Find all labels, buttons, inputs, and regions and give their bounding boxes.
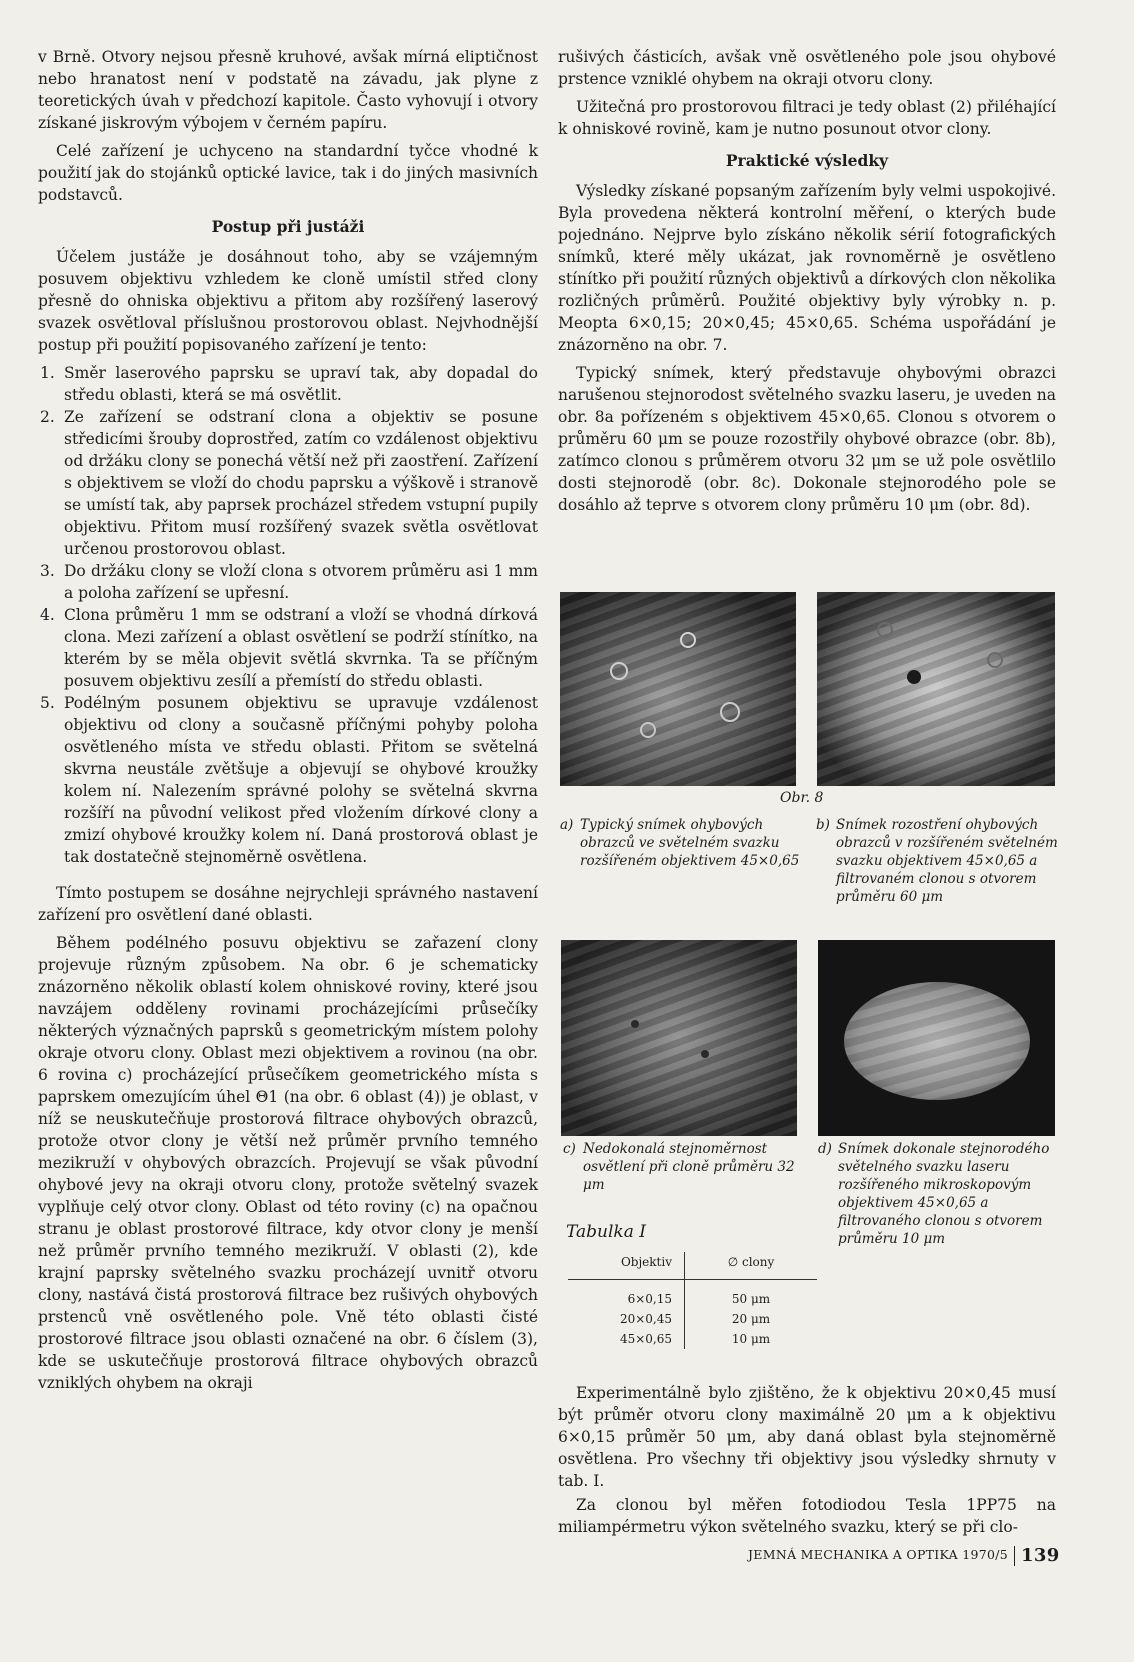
- diffraction-ring: [720, 702, 740, 722]
- figure-8a-photo: [560, 592, 796, 786]
- caption-text: Typický snímek ohybových obrazců ve světelném svazku rozšířeném objektivem 45×0,65: [580, 817, 800, 869]
- figure-caption: [816, 816, 1058, 906]
- diffraction-ring: [987, 652, 1003, 668]
- caption-label: a): [560, 817, 574, 833]
- journal-name: JEMNÁ MECHANIKA A OPTIKA 1970/5: [748, 1547, 1009, 1562]
- caption-text: Snímek rozostření ohybových obrazců v rozšířeném světelném svazku objektivem 45×0,65 a filtrovaném clonou s otvorem průměru 60 μm: [836, 817, 1058, 905]
- list-item: [38, 406, 538, 560]
- table-cell: 10 μm: [731, 1332, 771, 1346]
- figure-caption: [560, 816, 808, 870]
- paragraph: Za clonou byl měřen fotodiodou Tesla 1PP75 na miliampérmetru výkon světelného svazku, který se při clo-: [558, 1496, 1056, 1536]
- list-number: 3.: [40, 562, 55, 580]
- paragraph: Užitečná pro prostorovou filtraci je tedy oblast (2) přiléhající k ohniskové rovině, kam je nutno posunout otvor clony.: [558, 98, 1056, 138]
- table-cell: 20 μm: [731, 1312, 771, 1326]
- caption-label: b): [816, 817, 830, 833]
- table-header: ∅ clony: [685, 1252, 818, 1280]
- diffraction-ring: [680, 632, 696, 648]
- section-heading: Postup při justáži: [211, 217, 365, 236]
- right-column: [558, 46, 1056, 522]
- fringe-pattern: [561, 940, 797, 1136]
- table-cell: 6×0,15: [568, 1280, 685, 1310]
- table-header-row: [568, 1252, 817, 1280]
- list-text: Směr laserového paprsku se upraví tak, aby dopadal do středu oblasti, která se má osvětlit.: [64, 364, 538, 404]
- list-item: [38, 560, 538, 604]
- caption-label: c): [563, 1141, 576, 1157]
- data-table: [568, 1252, 817, 1349]
- caption-label: d): [818, 1141, 832, 1157]
- section-heading: Praktické výsledky: [725, 151, 889, 170]
- figure-caption: [563, 1140, 809, 1194]
- list-text: Ze zařízení se odstraní clona a objektiv se posune středicími šrouby doprostřed, zatím co vzdálenost objektivu od držáku clony se ponechá větší než při zaostření. Zařízení s objektivem se vloží do chodu paprsku a výškově i stranově se umístí tak, aby paprsek procházel středem vstupní pupily objektivu. Přitom musí rozšířený svazek světla osvětlovat určenou prostorovou oblast.: [64, 408, 538, 558]
- list-item: [38, 692, 538, 868]
- caption-text: Snímek dokonale stejnorodého světelného svazku laseru rozšířeného mikroskopovým objektivem 45×0,65 a filtrovaného clonou s otvorem průměru 10 μm: [838, 1141, 1050, 1247]
- table-cell: 50 μm: [731, 1292, 771, 1306]
- table-header: Objektiv: [568, 1252, 685, 1280]
- list-text: Do držáku clony se vloží clona s otvorem průměru asi 1 mm a poloha zařízení se upřesní.: [64, 562, 538, 602]
- figure-8d-photo: [818, 940, 1055, 1136]
- paragraph: Experimentálně bylo zjištěno, že k objektivu 20×0,45 musí být průměr otvoru clony maximálně 20 μm a k objektivu 6×0,15 průměr 50 μm, aby daná oblast byla stejnoměrně osvětlena. Pro všechny tři objektivy jsou výsledky shrnuty v tab. I.: [558, 1384, 1056, 1490]
- fringe-pattern: [560, 592, 796, 786]
- table-cell: 20×0,45: [568, 1309, 685, 1329]
- table-row: [568, 1329, 817, 1349]
- page-number: 139: [1021, 1545, 1060, 1566]
- dark-spot: [701, 1050, 709, 1058]
- page-footer: [748, 1545, 1060, 1566]
- fringe-pattern: [844, 982, 1030, 1100]
- paragraph: Během podélného posuvu objektivu se zařazení clony projevuje různým způsobem. Na obr. 6 je schematicky znázorněno několik oblastí kolem ohniskové roviny, které jsou navzájem odděleny rovinami procházejícími průsečíky některých význačných paprsků s geometrickým místem polohy okraje otvoru clony. Oblast mezi objektivem a rovinou (na obr. 6 rovina c) procházející průsečíkem geometrického místa s paprskem omezujícím úhel Θ1 (na obr. 6 oblast (4)) je oblast, v níž se neuskutečňuje prostorová filtrace ohybových obrazců, protože otvor clony je větší než průměr prvního temného mezikruží v ohybových obrazcích. Projevují se však původní ohybové jevy na okraji otvoru clony, protože světelný svazek vyplňuje celý otvor clony. Oblast od této roviny (c) na opačnou stranu je oblast prostorové filtrace, kdy otvor clony je menší než průměr prvního temného mezikruží. V oblasti (2), kde krajní paprsky světelného svazku procházejí uvnitř otvoru clony, nastává čistá prostorová filtrace bez rušivých ohybových prstenců vně osvětleného pole. Vně této oblasti čisté prostorové filtrace jsou oblasti označené na obr. 6 číslem (3), kde se uskutečňuje prostorová filtrace ohybových obrazců vzniklých ohybem na okraji: [38, 934, 538, 1392]
- figure-8b-photo: [817, 592, 1055, 786]
- paragraph: Účelem justáže je dosáhnout toho, aby se vzájemným posuvem objektivu vzhledem ke cloně umístil střed clony přesně do ohniska objektivu a přitom aby rozšířený laserový svazek osvětloval příslušnou prostorovou oblast. Nejvhodnější postup při použití popisovaného zařízení je tento:: [38, 248, 538, 354]
- figure-caption: [818, 1140, 1058, 1248]
- list-item: [38, 604, 538, 692]
- diffraction-ring: [640, 722, 656, 738]
- list-number: 4.: [40, 606, 55, 624]
- paragraph: v Brně. Otvory nejsou přesně kruhové, avšak mírná eliptičnost nebo hranatost není v podstatě na závadu, jak plyne z teoretických úvah v předchozí kapitole. Často vyhovují i otvory získané jiskrovým výbojem v černém papíru.: [38, 48, 538, 132]
- paragraph: Výsledky získané popsaným zařízením byly velmi uspokojivé. Byla provedena některá kontrolní měření, o kterých bude pojednáno. Nejprve bylo získáno několik sérií fotografických snímků, které měly ukázat, jak rovnoměrně je osvětleno stínítko při použití různých objektivů a dírkových clon několika rozličných průměrů. Použité objektivy byly výrobky n. p. Meopta 6×0,15; 20×0,45; 45×0,65. Schéma uspořádání je znázorněno na obr. 7.: [558, 182, 1056, 354]
- paragraph: rušivých částicích, avšak vně osvětleného pole jsou ohybové prstence vzniklé ohybem na okraji otvoru clony.: [558, 48, 1056, 88]
- diffraction-ring: [877, 622, 893, 638]
- table-title: Tabulka I: [566, 1222, 646, 1242]
- bottom-right-text: [558, 1382, 1056, 1540]
- diffraction-ring: [610, 662, 628, 680]
- table-row: [568, 1309, 817, 1329]
- fringe-pattern: [817, 592, 1055, 786]
- list-number: 1.: [40, 364, 55, 382]
- list-text: Clona průměru 1 mm se odstraní a vloží se vhodná dírková clona. Mezi zařízení a oblast osvětlení se podrží stínítko, na kterém by se měla objevit světlá skvrnka. Ta se příčným posuvem objektivu zesílí a přemístí do středu oblasti.: [64, 606, 538, 690]
- list-item: [38, 362, 538, 406]
- steps-list: [38, 362, 538, 868]
- paragraph: Celé zařízení je uchyceno na standardní tyčce vhodné k použití jak do stojánků optické lavice, tak i do jiných masivních podstavců.: [38, 142, 538, 204]
- figure-8c-photo: [561, 940, 797, 1136]
- dark-spot: [631, 1020, 639, 1028]
- left-column: [38, 46, 538, 1400]
- list-number: 5.: [40, 694, 55, 712]
- list-number: 2.: [40, 408, 55, 426]
- paragraph: Tímto postupem se dosáhne nejrychleji správného nastavení zařízení pro osvětlení dané oblasti.: [38, 884, 538, 924]
- footer-divider: [1014, 1546, 1015, 1566]
- figure-title: Obr. 8: [780, 790, 824, 806]
- paragraph: Typický snímek, který představuje ohybovými obrazci narušenou stejnorodost světelného svazku laseru, je uveden na obr. 8a pořízeném s objektivem 45×0,65. Clonou s otvorem o průměru 60 μm se pouze rozostřily ohybové obrazce (obr. 8b), zatímco clonou s průměrem otvoru 32 μm se už pole osvětlilo dosti stejnorodě (obr. 8c). Dokonale stejnorodého pole se dosáhlo až teprve s otvorem clony průměru 10 μm (obr. 8d).: [558, 364, 1056, 514]
- table-cell: 45×0,65: [568, 1329, 685, 1349]
- table-row: [568, 1280, 817, 1310]
- list-text: Podélným posunem objektivu se upravuje vzdálenost objektivu od clony a současně příčnými pohyby poloha osvětleného místa ve středu oblasti. Přitom se světelná skvrna neustále zvětšuje a objevují se ohybové kroužky kolem ní. Nalezením správné polohy se světelná skvrna rozšíří na původní velikost před vložením dírkové clony a zmizí ohybové kroužky kolem ní. Daná prostorová oblast je tak dostatečně stejnoměrně osvětlena.: [64, 694, 538, 866]
- caption-text: Nedokonalá stejnoměrnost osvětlení při cloně průměru 32 μm: [583, 1141, 795, 1193]
- dark-spot: [907, 670, 921, 684]
